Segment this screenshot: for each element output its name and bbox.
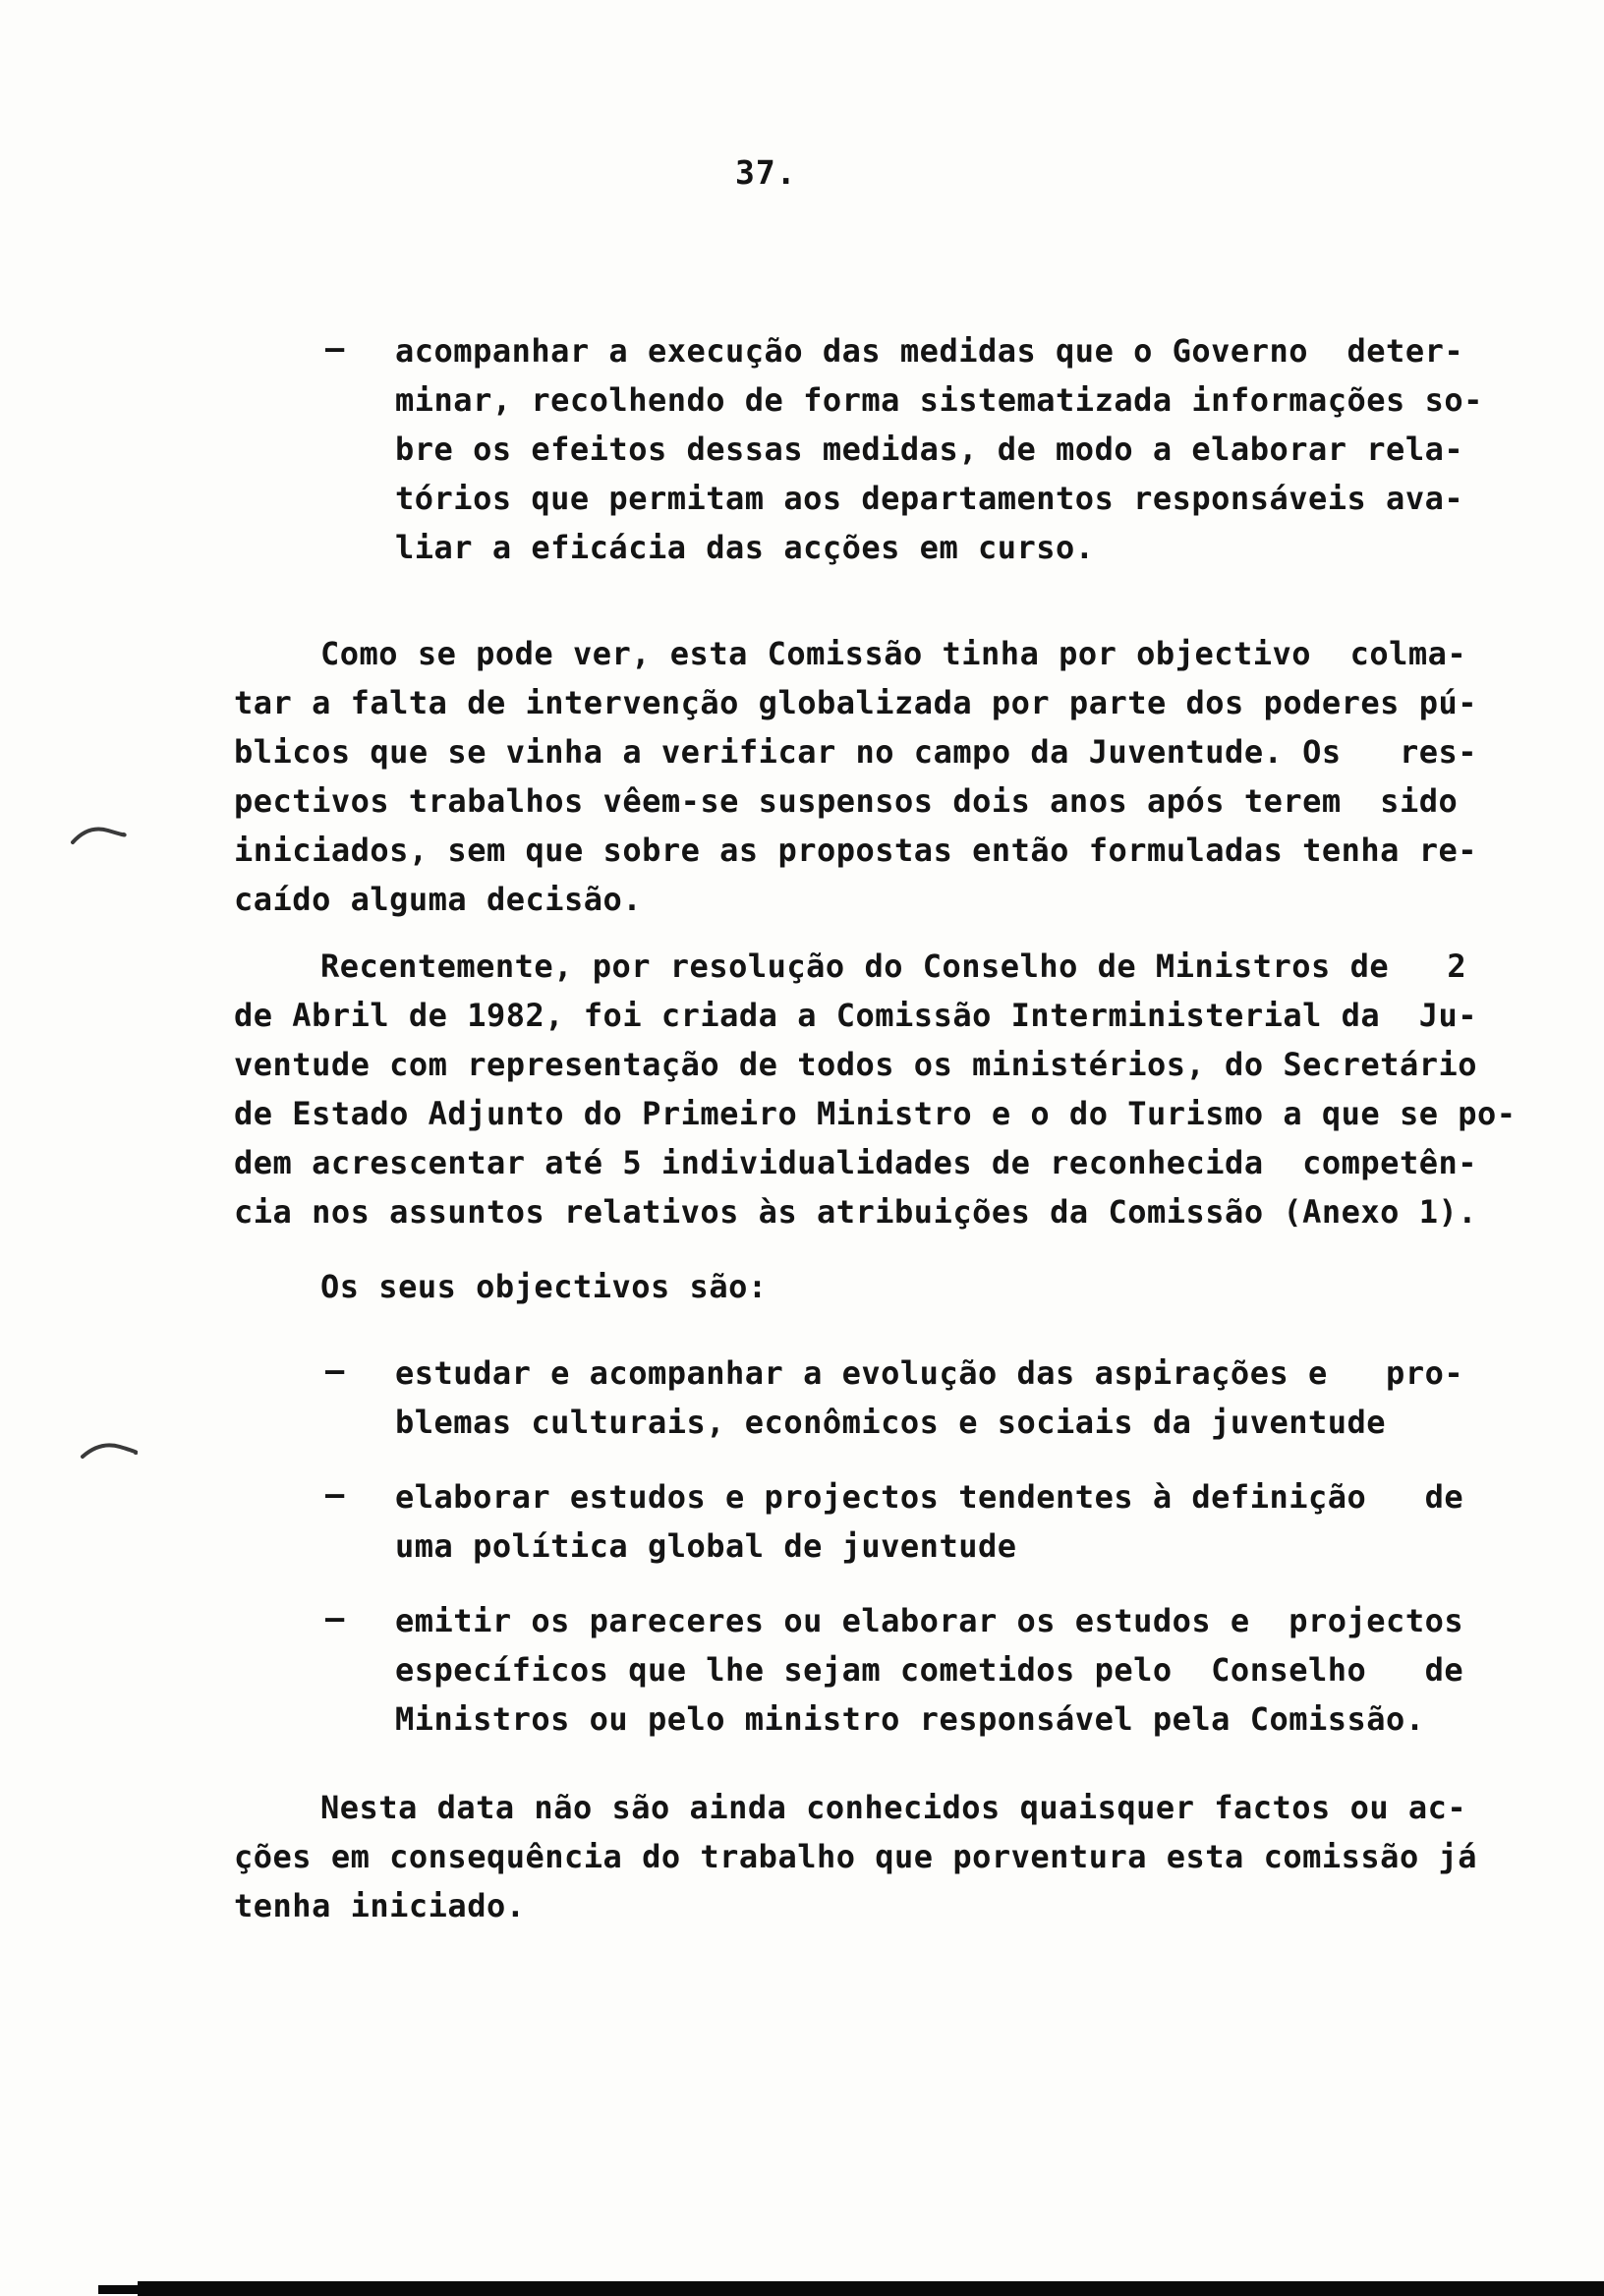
margin-pen-mark (69, 821, 128, 850)
paragraph-3 (234, 1783, 1477, 1930)
margin-pen-mark (79, 1437, 138, 1466)
objectives-intro (320, 1262, 768, 1311)
text-line: liar a eficácia das acções em curso. (395, 529, 1095, 566)
scan-artifact-bar-stub (98, 2285, 143, 2294)
text-line: acompanhar a execução das medidas que o Governo deter- (395, 332, 1464, 370)
text-line: iniciados, sem que sobre as propostas então formuladas tenha re- (234, 832, 1477, 869)
text-line: caído alguma decisão. (234, 881, 643, 918)
bullet-dash-icon: — (325, 1351, 345, 1389)
text-line: cia nos assuntos relativos às atribuições da Comissão (Anexo 1). (234, 1193, 1477, 1231)
bullet-item-2 (325, 1349, 1463, 1447)
text-line: Os seus objectivos são: (320, 1268, 768, 1305)
bullet-item-1 (325, 326, 1483, 572)
text-line: dem acrescentar até 5 individualidades de reconhecida competên- (234, 1144, 1477, 1181)
paragraph-2 (234, 942, 1517, 1236)
bullet-item-4 (325, 1596, 1463, 1744)
text-line: Ministros ou pelo ministro responsável pela Comissão. (395, 1700, 1425, 1738)
text-line: tórios que permitam aos departamentos responsáveis ava- (395, 480, 1464, 517)
bullet-item-3 (325, 1472, 1463, 1571)
text-line: blicos que se vinha a verificar no campo da Juventude. Os res- (234, 733, 1477, 771)
paragraph-1 (234, 629, 1477, 924)
text-line: de Estado Adjunto do Primeiro Ministro e o do Turismo a que se po- (234, 1095, 1517, 1132)
page-number: 37. (735, 153, 797, 192)
text-line: tenha iniciado. (234, 1887, 526, 1924)
bullet-dash-icon: — (325, 1475, 345, 1513)
bullet-dash-icon: — (325, 1599, 345, 1636)
text-line: minar, recolhendo de forma sistematizada informações so- (395, 381, 1483, 419)
text-line: Como se pode ver, esta Comissão tinha por objectivo colma- (320, 635, 1467, 672)
text-line: tar a falta de intervenção globalizada por parte dos poderes pú- (234, 684, 1477, 721)
text-line: uma política global de juventude (395, 1527, 1017, 1565)
text-line: bre os efeitos dessas medidas, de modo a elaborar rela- (395, 430, 1464, 468)
text-line: Recentemente, por resolução do Conselho de Ministros de 2 (320, 947, 1467, 985)
text-line: elaborar estudos e projectos tendentes à definição de (395, 1478, 1464, 1516)
text-line: emitir os pareceres ou elaborar os estudos e projectos (395, 1602, 1464, 1639)
text-line: Nesta data não são ainda conhecidos quaisquer factos ou ac- (320, 1789, 1467, 1826)
text-line: específicos que lhe sejam cometidos pelo Conselho de (395, 1651, 1464, 1689)
text-line: pectivos trabalhos vêem-se suspensos dois anos após terem sido (234, 782, 1459, 820)
text-line: ventude com representação de todos os ministérios, do Secretário (234, 1046, 1477, 1083)
text-line: blemas culturais, econômicos e sociais da juventude (395, 1404, 1387, 1441)
text-line: estudar e acompanhar a evolução das aspirações e pro- (395, 1354, 1464, 1392)
scan-artifact-bar (138, 2281, 1604, 2296)
text-line: de Abril de 1982, foi criada a Comissão Interministerial da Ju- (234, 997, 1477, 1034)
bullet-dash-icon: — (325, 329, 345, 367)
text-line: ções em consequência do trabalho que porventura esta comissão já (234, 1838, 1477, 1875)
